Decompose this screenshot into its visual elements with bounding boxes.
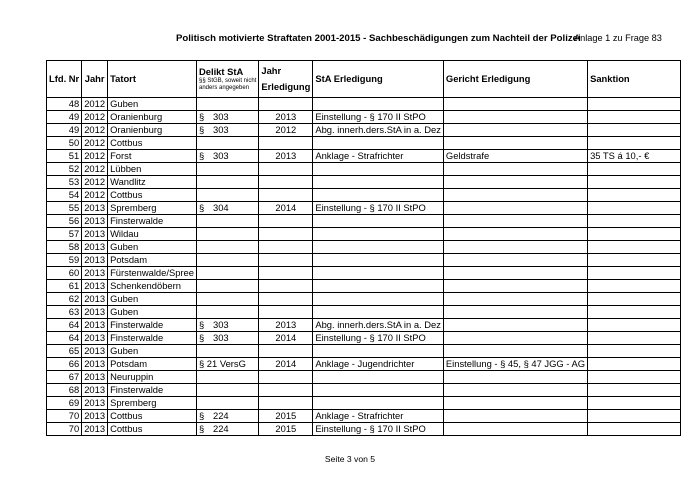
cell-nr: 60 <box>47 267 82 280</box>
cell-jahr: 2012 <box>82 98 108 111</box>
table-row <box>47 150 681 163</box>
cell-delikt <box>196 189 258 202</box>
cell-tatort: Cottbus <box>108 189 197 202</box>
cell-sta-erledigung <box>313 176 444 189</box>
cell-jahr: 2013 <box>82 358 108 371</box>
cell-jahr-erledigung: 2013 <box>259 319 313 332</box>
cell-nr: 48 <box>47 98 82 111</box>
cell-delikt <box>196 228 258 241</box>
cell-tatort: Finsterwalde <box>108 319 197 332</box>
cell-sanktion <box>588 228 681 241</box>
cell-jahr: 2013 <box>82 215 108 228</box>
delikt-value: 224 <box>212 423 229 434</box>
cell-gericht-erledigung <box>443 98 587 111</box>
cell-sanktion <box>588 111 681 124</box>
page-number: Seite 3 von 5 <box>324 454 376 464</box>
table-row <box>47 111 681 124</box>
col-header-delikt-title: Delikt StA <box>198 66 244 77</box>
cell-delikt <box>196 137 258 150</box>
table-body <box>47 98 681 436</box>
cell-tatort: Wildau <box>108 228 197 241</box>
cell-sta-erledigung <box>313 371 444 384</box>
delikt-value: 303 <box>212 319 229 330</box>
cell-sanktion <box>588 410 681 423</box>
cell-nr: 64 <box>47 332 82 345</box>
cell-tatort: Cottbus <box>108 410 197 423</box>
cell-tatort: Finsterwalde <box>108 384 197 397</box>
cell-sta-erledigung: Einstellung - § 170 II StPO <box>313 202 444 215</box>
cell-gericht-erledigung <box>443 332 587 345</box>
delikt-value: 303 <box>212 124 229 135</box>
delikt-value: 303 <box>212 332 229 343</box>
cell-jahr-erledigung <box>259 345 313 358</box>
paragraph-sign: § <box>198 124 205 135</box>
col-header-nr: Lfd. Nr <box>47 61 82 98</box>
cell-tatort: Neuruppin <box>108 371 197 384</box>
cell-delikt <box>196 423 258 436</box>
cell-jahr: 2013 <box>82 332 108 345</box>
cell-delikt <box>196 98 258 111</box>
cell-jahr-erledigung <box>259 137 313 150</box>
cell-sanktion: 35 TS á 10,- € <box>588 150 681 163</box>
cell-gericht-erledigung <box>443 202 587 215</box>
cell-jahr: 2013 <box>82 410 108 423</box>
cell-sanktion <box>588 241 681 254</box>
cell-sta-erledigung <box>313 137 444 150</box>
cell-sta-erledigung <box>313 98 444 111</box>
cell-delikt <box>196 111 258 124</box>
cell-jahr: 2012 <box>82 137 108 150</box>
cell-tatort: Guben <box>108 98 197 111</box>
cell-sta-erledigung <box>313 241 444 254</box>
cell-jahr: 2012 <box>82 163 108 176</box>
cell-jahr-erledigung: 2014 <box>259 358 313 371</box>
cell-jahr-erledigung <box>259 228 313 241</box>
cell-sanktion <box>588 189 681 202</box>
col-header-gericht: Gericht Erledigung <box>443 61 587 98</box>
table-row <box>47 137 681 150</box>
cell-sanktion <box>588 215 681 228</box>
cell-sanktion <box>588 319 681 332</box>
cell-gericht-erledigung <box>443 410 587 423</box>
cell-gericht-erledigung <box>443 189 587 202</box>
table-row <box>47 241 681 254</box>
cell-sanktion <box>588 358 681 371</box>
cell-sta-erledigung <box>313 228 444 241</box>
cell-sanktion <box>588 163 681 176</box>
cell-gericht-erledigung <box>443 176 587 189</box>
table-row <box>47 267 681 280</box>
cell-tatort: Guben <box>108 345 197 358</box>
cell-delikt <box>196 254 258 267</box>
cell-delikt <box>196 397 258 410</box>
cell-nr: 56 <box>47 215 82 228</box>
cell-jahr-erledigung <box>259 267 313 280</box>
cell-jahr-erledigung <box>259 280 313 293</box>
cell-jahr: 2013 <box>82 371 108 384</box>
cell-nr: 70 <box>47 410 82 423</box>
cell-nr: 58 <box>47 241 82 254</box>
cell-delikt <box>196 124 258 137</box>
cell-jahr-erledigung: 2012 <box>259 124 313 137</box>
cell-nr: 66 <box>47 358 82 371</box>
table-row <box>47 410 681 423</box>
annex-label: Anlage 1 zu Frage 83 <box>574 33 662 43</box>
cell-sanktion <box>588 293 681 306</box>
cell-tatort: Finsterwalde <box>108 215 197 228</box>
cell-sanktion <box>588 280 681 293</box>
cell-nr: 52 <box>47 163 82 176</box>
cell-sta-erledigung: Anklage - Jugendrichter <box>313 358 444 371</box>
cell-sanktion <box>588 397 681 410</box>
cell-sta-erledigung <box>313 280 444 293</box>
table-row <box>47 397 681 410</box>
cell-gericht-erledigung <box>443 228 587 241</box>
cell-jahr: 2013 <box>82 345 108 358</box>
cell-jahr: 2013 <box>82 280 108 293</box>
cell-delikt <box>196 345 258 358</box>
cell-sanktion <box>588 254 681 267</box>
cell-sta-erledigung: Einstellung - § 170 II StPO <box>313 332 444 345</box>
cell-sanktion <box>588 371 681 384</box>
cell-gericht-erledigung <box>443 345 587 358</box>
cell-jahr-erledigung <box>259 189 313 202</box>
cell-jahr: 2012 <box>82 111 108 124</box>
cell-sta-erledigung <box>313 215 444 228</box>
table-row <box>47 293 681 306</box>
cell-delikt <box>196 358 258 371</box>
cell-sta-erledigung <box>313 189 444 202</box>
table-row <box>47 371 681 384</box>
cell-delikt <box>196 176 258 189</box>
offense-table <box>46 60 681 436</box>
cell-nr: 68 <box>47 384 82 397</box>
cell-gericht-erledigung <box>443 111 587 124</box>
cell-tatort: Cottbus <box>108 423 197 436</box>
cell-delikt <box>196 410 258 423</box>
table-row <box>47 332 681 345</box>
cell-nr: 69 <box>47 397 82 410</box>
table-row <box>47 306 681 319</box>
table-row <box>47 124 681 137</box>
cell-jahr: 2013 <box>82 241 108 254</box>
cell-sta-erledigung <box>313 293 444 306</box>
cell-jahr: 2013 <box>82 293 108 306</box>
cell-tatort: Oranienburg <box>108 111 197 124</box>
table-row <box>47 254 681 267</box>
cell-jahr-erledigung: 2014 <box>259 332 313 345</box>
table-row <box>47 345 681 358</box>
delikt-value: 303 <box>212 150 229 161</box>
delikt-value: § 21 VersG <box>198 358 246 369</box>
table-row <box>47 189 681 202</box>
cell-sta-erledigung: Einstellung - § 170 II StPO <box>313 423 444 436</box>
table-row <box>47 176 681 189</box>
cell-sanktion <box>588 332 681 345</box>
cell-jahr: 2012 <box>82 124 108 137</box>
paragraph-sign: § <box>198 423 205 434</box>
cell-gericht-erledigung <box>443 215 587 228</box>
cell-jahr: 2013 <box>82 319 108 332</box>
cell-sta-erledigung <box>313 254 444 267</box>
cell-delikt <box>196 215 258 228</box>
cell-tatort: Fürstenwalde/Spree <box>108 267 197 280</box>
cell-sta-erledigung: Abg. innerh.ders.StA in a. Dez <box>313 124 444 137</box>
cell-jahr-erledigung: 2015 <box>259 423 313 436</box>
cell-gericht-erledigung <box>443 371 587 384</box>
cell-nr: 57 <box>47 228 82 241</box>
cell-tatort: Spremberg <box>108 397 197 410</box>
cell-jahr-erledigung <box>259 397 313 410</box>
cell-jahr-erledigung <box>259 254 313 267</box>
cell-gericht-erledigung <box>443 306 587 319</box>
cell-nr: 62 <box>47 293 82 306</box>
cell-tatort: Forst <box>108 150 197 163</box>
paragraph-sign: § <box>198 111 205 122</box>
cell-nr: 55 <box>47 202 82 215</box>
cell-delikt <box>196 293 258 306</box>
cell-sta-erledigung: Anklage - Strafrichter <box>313 410 444 423</box>
document-title: Politisch motivierte Straftaten 2001-2015 - Sachbeschädigungen zum Nachteil der Polizei <box>176 33 581 44</box>
cell-gericht-erledigung <box>443 384 587 397</box>
cell-jahr-erledigung: 2015 <box>259 410 313 423</box>
cell-gericht-erledigung <box>443 124 587 137</box>
paragraph-sign: § <box>198 332 205 343</box>
cell-sta-erledigung: Abg. innerh.ders.StA in a. Dez <box>313 319 444 332</box>
cell-nr: 59 <box>47 254 82 267</box>
cell-jahr: 2013 <box>82 397 108 410</box>
cell-jahr: 2013 <box>82 254 108 267</box>
cell-tatort: Potsdam <box>108 254 197 267</box>
table-row <box>47 358 681 371</box>
cell-tatort: Wandlitz <box>108 176 197 189</box>
cell-delikt <box>196 319 258 332</box>
cell-nr: 54 <box>47 189 82 202</box>
cell-nr: 65 <box>47 345 82 358</box>
cell-gericht-erledigung <box>443 267 587 280</box>
col-header-delikt-note1: §§ StGB, soweit nicht <box>198 78 257 84</box>
cell-jahr-erledigung <box>259 384 313 397</box>
cell-sta-erledigung: Anklage - Strafrichter <box>313 150 444 163</box>
col-header-sanktion: Sanktion <box>588 61 681 98</box>
table-row <box>47 98 681 111</box>
cell-nr: 49 <box>47 124 82 137</box>
table-row <box>47 280 681 293</box>
cell-tatort: Finsterwalde <box>108 332 197 345</box>
cell-jahr: 2013 <box>82 384 108 397</box>
cell-jahr-erledigung <box>259 371 313 384</box>
cell-tatort: Spremberg <box>108 202 197 215</box>
cell-nr: 70 <box>47 423 82 436</box>
cell-nr: 63 <box>47 306 82 319</box>
cell-jahr: 2013 <box>82 202 108 215</box>
paragraph-sign: § <box>198 150 205 161</box>
cell-gericht-erledigung <box>443 293 587 306</box>
cell-nr: 64 <box>47 319 82 332</box>
cell-delikt <box>196 163 258 176</box>
cell-delikt <box>196 306 258 319</box>
cell-sanktion <box>588 267 681 280</box>
cell-delikt <box>196 150 258 163</box>
cell-gericht-erledigung <box>443 397 587 410</box>
cell-gericht-erledigung <box>443 163 587 176</box>
cell-jahr: 2013 <box>82 267 108 280</box>
table-row <box>47 319 681 332</box>
cell-tatort: Oranienburg <box>108 124 197 137</box>
cell-jahr-erledigung <box>259 293 313 306</box>
cell-sanktion <box>588 202 681 215</box>
cell-sta-erledigung: Einstellung - § 170 II StPO <box>313 111 444 124</box>
cell-tatort: Guben <box>108 241 197 254</box>
table-row <box>47 423 681 436</box>
cell-tatort: Guben <box>108 306 197 319</box>
cell-delikt <box>196 280 258 293</box>
col-header-jahr: Jahr <box>82 61 108 98</box>
cell-gericht-erledigung <box>443 254 587 267</box>
col-header-jahr-erl-line2: Erledigung <box>261 81 311 92</box>
cell-tatort: Potsdam <box>108 358 197 371</box>
cell-tatort: Schenkendöbern <box>108 280 197 293</box>
cell-nr: 67 <box>47 371 82 384</box>
cell-sanktion <box>588 137 681 150</box>
cell-sanktion <box>588 124 681 137</box>
cell-jahr: 2012 <box>82 176 108 189</box>
table-row <box>47 202 681 215</box>
cell-gericht-erledigung <box>443 423 587 436</box>
cell-sta-erledigung <box>313 384 444 397</box>
paragraph-sign: § <box>198 202 205 213</box>
cell-jahr-erledigung: 2014 <box>259 202 313 215</box>
cell-delikt <box>196 332 258 345</box>
cell-gericht-erledigung <box>443 137 587 150</box>
cell-jahr: 2013 <box>82 306 108 319</box>
col-header-tatort: Tatort <box>108 61 197 98</box>
cell-gericht-erledigung: Einstellung - § 45, § 47 JGG - AG <box>443 358 587 371</box>
cell-jahr-erledigung <box>259 163 313 176</box>
cell-jahr: 2012 <box>82 189 108 202</box>
cell-delikt <box>196 202 258 215</box>
cell-gericht-erledigung <box>443 241 587 254</box>
cell-delikt <box>196 241 258 254</box>
table-row <box>47 228 681 241</box>
cell-nr: 50 <box>47 137 82 150</box>
cell-tatort: Guben <box>108 293 197 306</box>
col-header-sta: StA Erledigung <box>313 61 444 98</box>
table-row <box>47 384 681 397</box>
cell-sta-erledigung <box>313 267 444 280</box>
cell-sanktion <box>588 345 681 358</box>
delikt-value: 224 <box>212 410 229 421</box>
cell-sta-erledigung <box>313 345 444 358</box>
col-header-jahr-erledigung <box>259 61 313 98</box>
cell-tatort: Cottbus <box>108 137 197 150</box>
cell-jahr-erledigung <box>259 176 313 189</box>
table-row <box>47 163 681 176</box>
col-header-delikt <box>196 61 258 98</box>
cell-nr: 53 <box>47 176 82 189</box>
cell-sanktion <box>588 98 681 111</box>
cell-jahr-erledigung <box>259 241 313 254</box>
cell-jahr-erledigung: 2013 <box>259 111 313 124</box>
cell-jahr: 2013 <box>82 423 108 436</box>
col-header-jahr-erl-line1: Jahr <box>261 65 282 76</box>
cell-gericht-erledigung: Geldstrafe <box>443 150 587 163</box>
cell-tatort: Lübben <box>108 163 197 176</box>
cell-sanktion <box>588 176 681 189</box>
cell-jahr-erledigung <box>259 306 313 319</box>
cell-nr: 49 <box>47 111 82 124</box>
col-header-delikt-note2: anders angegeben <box>198 85 250 91</box>
paragraph-sign: § <box>198 319 205 330</box>
cell-jahr-erledigung <box>259 215 313 228</box>
cell-gericht-erledigung <box>443 319 587 332</box>
cell-jahr: 2013 <box>82 228 108 241</box>
cell-delikt <box>196 371 258 384</box>
table-header-row <box>47 61 681 98</box>
delikt-value: 303 <box>212 111 229 122</box>
cell-sanktion <box>588 306 681 319</box>
cell-sta-erledigung <box>313 306 444 319</box>
cell-sanktion <box>588 384 681 397</box>
cell-jahr-erledigung <box>259 98 313 111</box>
cell-nr: 61 <box>47 280 82 293</box>
paragraph-sign: § <box>198 410 205 421</box>
cell-jahr-erledigung: 2013 <box>259 150 313 163</box>
cell-delikt <box>196 384 258 397</box>
cell-sta-erledigung <box>313 163 444 176</box>
cell-nr: 51 <box>47 150 82 163</box>
table-row <box>47 215 681 228</box>
cell-gericht-erledigung <box>443 280 587 293</box>
cell-sta-erledigung <box>313 397 444 410</box>
delikt-value: 304 <box>212 202 229 213</box>
cell-delikt <box>196 267 258 280</box>
cell-jahr: 2012 <box>82 150 108 163</box>
cell-sanktion <box>588 423 681 436</box>
